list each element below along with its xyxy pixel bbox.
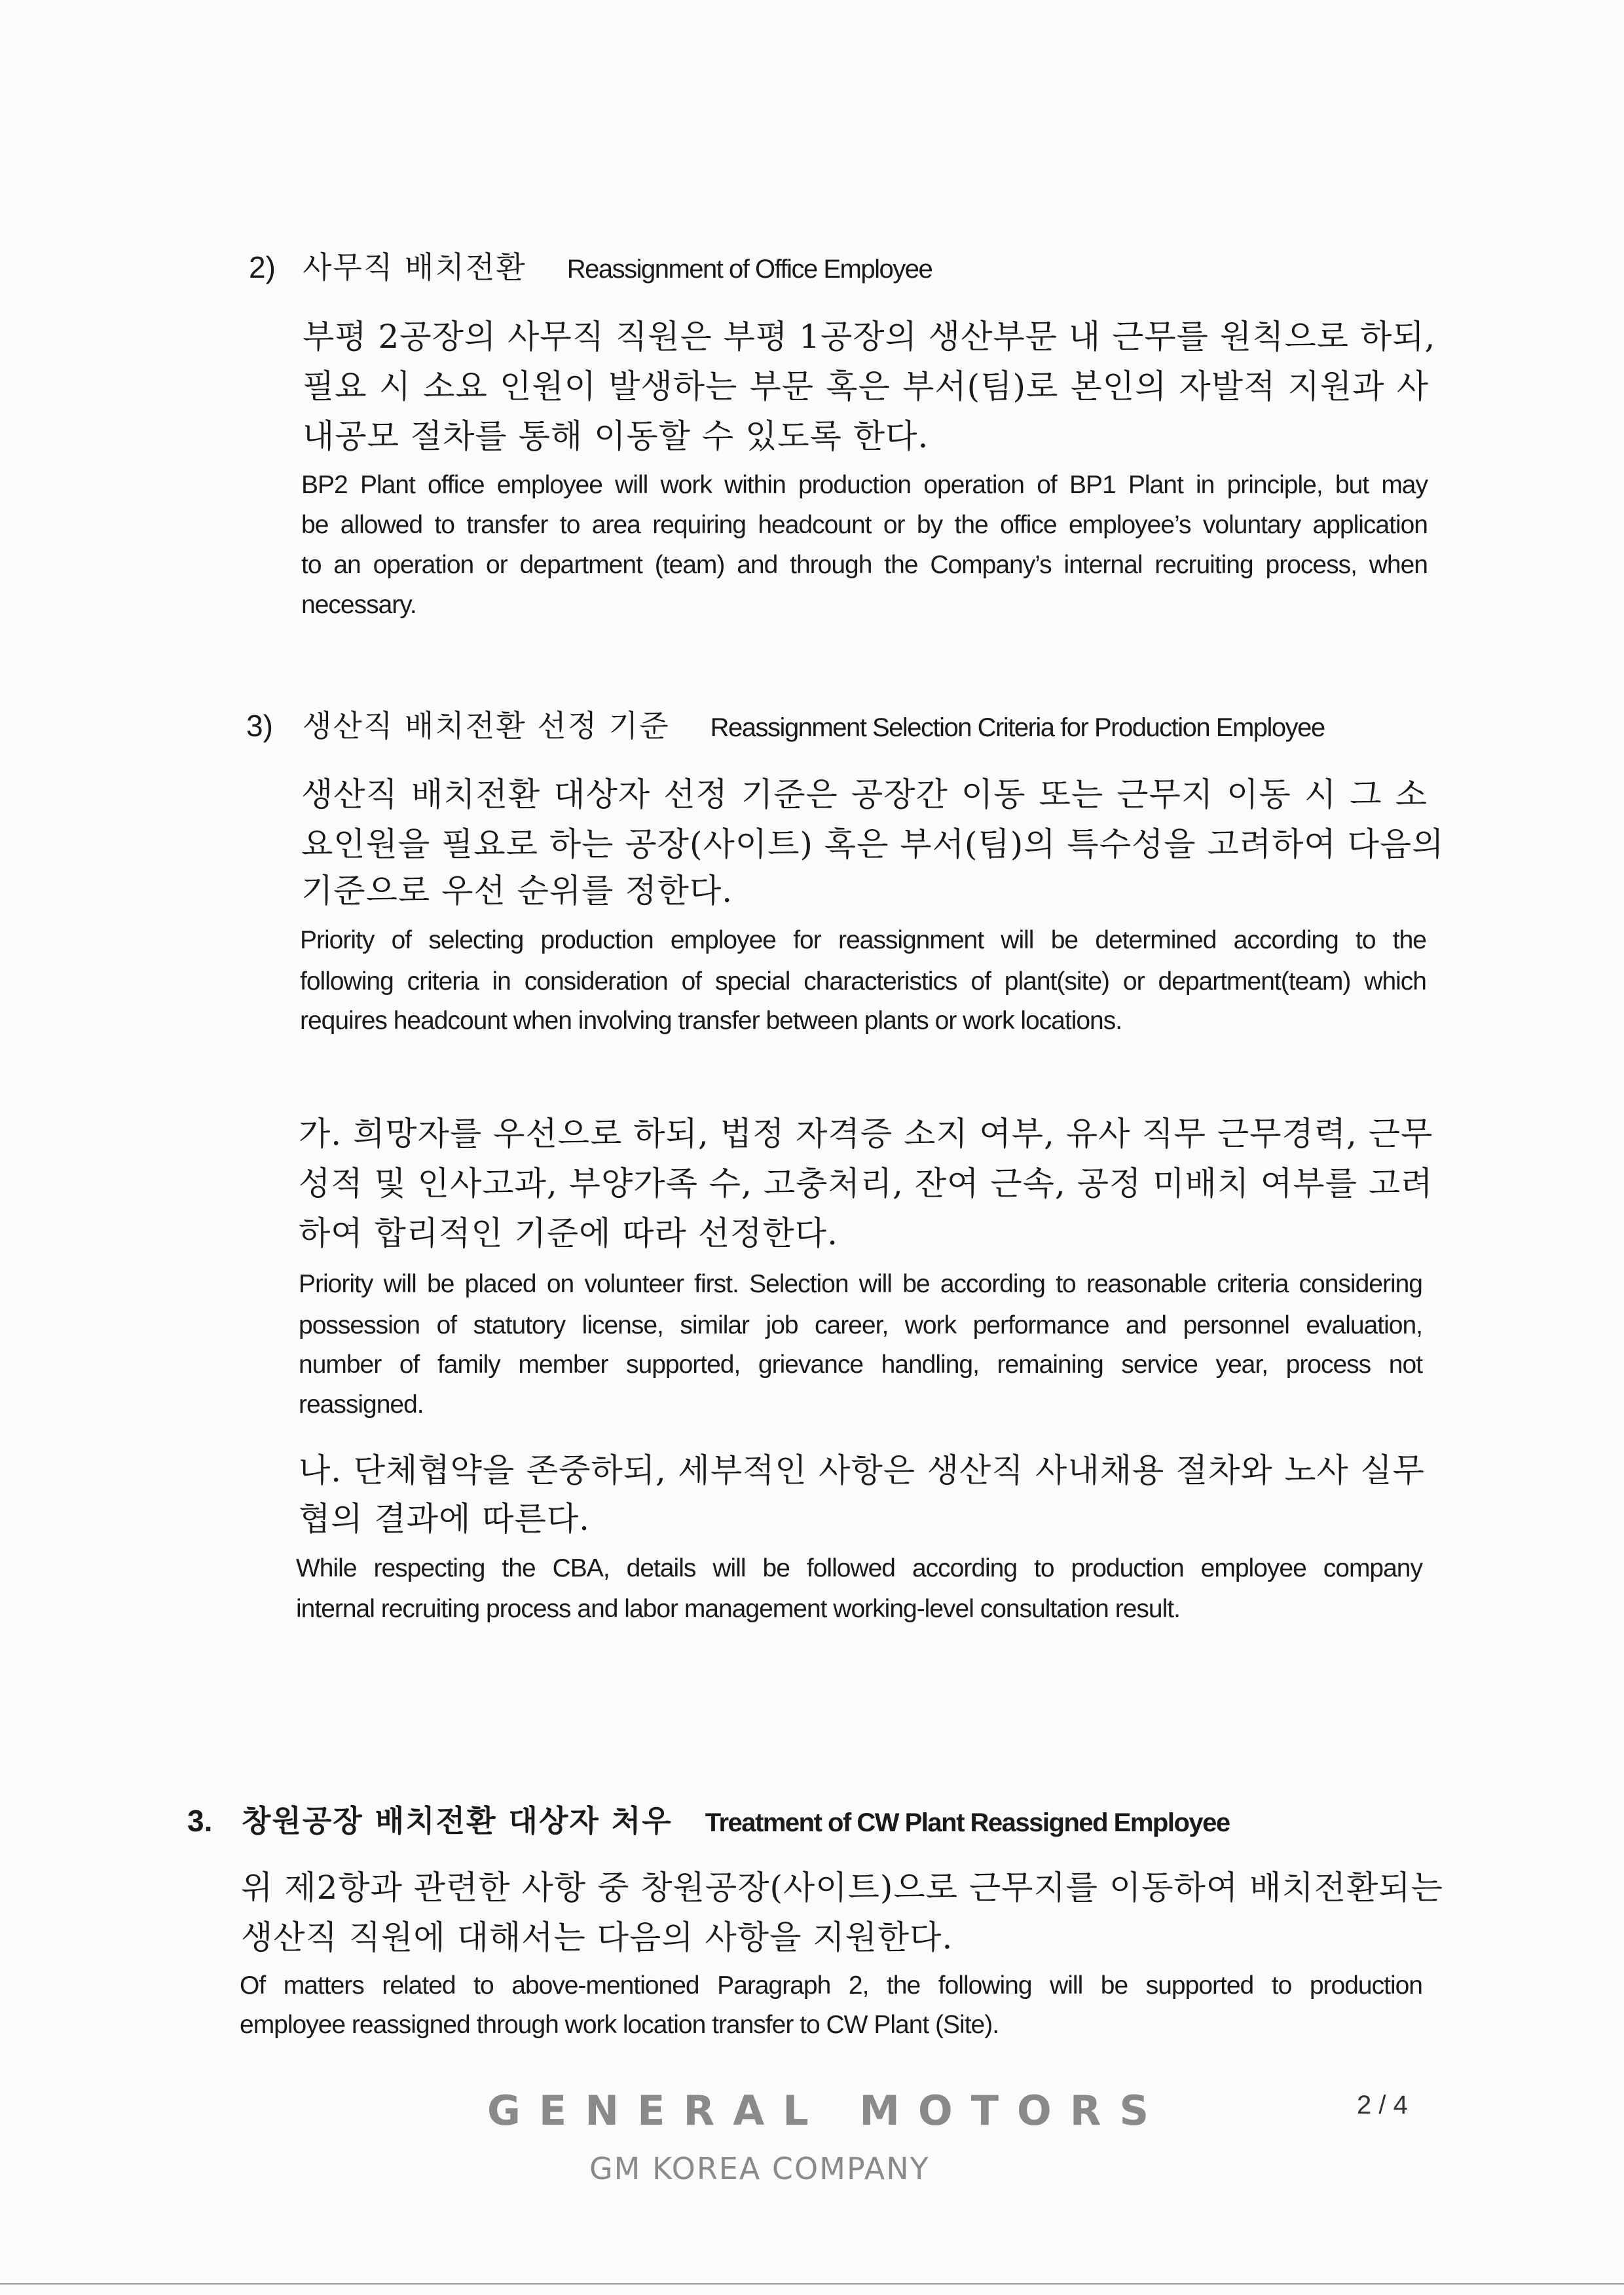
- paragraph-line: necessary.: [301, 591, 416, 619]
- section-title-ko: 창원공장 배치전환 대상자 처우: [242, 1803, 673, 1838]
- paragraph-line: following criteria in consideration of special characteristics of plant(site) or department(team) which: [300, 967, 1426, 996]
- paragraph-line: requires headcount when involving transfer between plants or work locations.: [300, 1007, 1122, 1035]
- paragraph-line: 나. 단체협약을 존중하되, 세부적인 사항은 생산직 사내채용 절차와 노사 실무: [299, 1451, 1425, 1489]
- section-title-ko: 생산직 배치전환 선정 기준: [303, 708, 670, 743]
- section-title-en: Treatment of CW Plant Reassigned Employee: [705, 1808, 1230, 1837]
- paragraph-line: reassigned.: [299, 1390, 424, 1419]
- paragraph-line: 생산직 배치전환 대상자 선정 기준은 공장간 이동 또는 근무지 이동 시 그 소: [301, 775, 1428, 813]
- gm-korea-logo: GM KOREA COMPANY: [589, 2151, 930, 2186]
- paragraph-line: to an operation or department (team) and through the Company’s internal recruiting process, when: [301, 551, 1428, 579]
- paragraph-line: be allowed to transfer to area requiring headcount or by the office employee’s voluntary application: [301, 511, 1428, 539]
- paragraph-line: employee reassigned through work location transfer to CW Plant (Site).: [240, 2011, 999, 2039]
- page-number: 2 / 4: [1357, 2091, 1408, 2119]
- section-number: 3.: [187, 1804, 213, 1838]
- paragraph-line: 가. 희망자를 우선으로 하되, 법정 자격증 소지 여부, 유사 직무 근무경력, 근무: [299, 1115, 1433, 1153]
- section-2-heading: [249, 244, 932, 287]
- part-3-heading: [187, 1797, 1230, 1840]
- paragraph-line: 필요 시 소요 인원이 발생하는 부문 혹은 부서(팀)로 본인의 자발적 지원과 사: [303, 367, 1429, 405]
- paragraph-line: Priority of selecting production employee for reassignment will be determined according to the: [300, 926, 1426, 954]
- section-number: 3): [246, 709, 273, 743]
- section-title-en: Reassignment Selection Criteria for Production Employee: [710, 713, 1325, 742]
- page-bottom-rule: [0, 2283, 1624, 2285]
- paragraph-line: 생산직 직원에 대해서는 다음의 사항을 지원한다.: [241, 1918, 953, 1956]
- paragraph-line: Of matters related to above-mentioned Paragraph 2, the following will be supported to production: [240, 1971, 1422, 2000]
- paragraph-line: 부평 2공장의 사무직 직원은 부평 1공장의 생산부문 내 근무를 원칙으로 하되,: [303, 318, 1436, 356]
- paragraph-line: 요인원을 필요로 하는 공장(사이트) 혹은 부서(팀)의 특수성을 고려하여 다음의: [301, 825, 1445, 863]
- section-3-heading: [246, 702, 1325, 745]
- paragraph-line: 기준으로 우선 순위를 정한다.: [301, 872, 733, 910]
- section-title-en: Reassignment of Office Employee: [566, 255, 932, 284]
- general-motors-logo: GENERAL MOTORS: [487, 2087, 1168, 2135]
- paragraph-line: Priority will be placed on volunteer first. Selection will be according to reasonable criteria considering: [299, 1270, 1422, 1298]
- section-title-ko: 사무직 배치전환: [303, 250, 526, 285]
- paragraph-line: 협의 결과에 따른다.: [299, 1500, 591, 1538]
- paragraph-line: possession of statutory license, similar job career, work performance and personnel evaluation,: [299, 1311, 1422, 1339]
- paragraph-line: internal recruiting process and labor management working-level consultation result.: [296, 1595, 1180, 1623]
- paragraph-line: 성적 및 인사고과, 부양가족 수, 고충처리, 잔여 근속, 공정 미배치 여부를 고려: [299, 1165, 1433, 1203]
- paragraph-line: 하여 합리적인 기준에 따라 선정한다.: [299, 1214, 838, 1252]
- paragraph-line: number of family member supported, grievance handling, remaining service year, process not: [299, 1351, 1422, 1379]
- paragraph-line: 내공모 절차를 통해 이동할 수 있도록 한다.: [303, 417, 929, 455]
- paragraph-line: 위 제2항과 관련한 사항 중 창원공장(사이트)으로 근무지를 이동하여 배치전환되는: [241, 1869, 1443, 1907]
- section-number: 2): [249, 250, 276, 284]
- paragraph-line: BP2 Plant office employee will work within production operation of BP1 Plant in principle, but may: [301, 471, 1428, 499]
- paragraph-line: While respecting the CBA, details will be followed according to production employee company: [296, 1554, 1422, 1582]
